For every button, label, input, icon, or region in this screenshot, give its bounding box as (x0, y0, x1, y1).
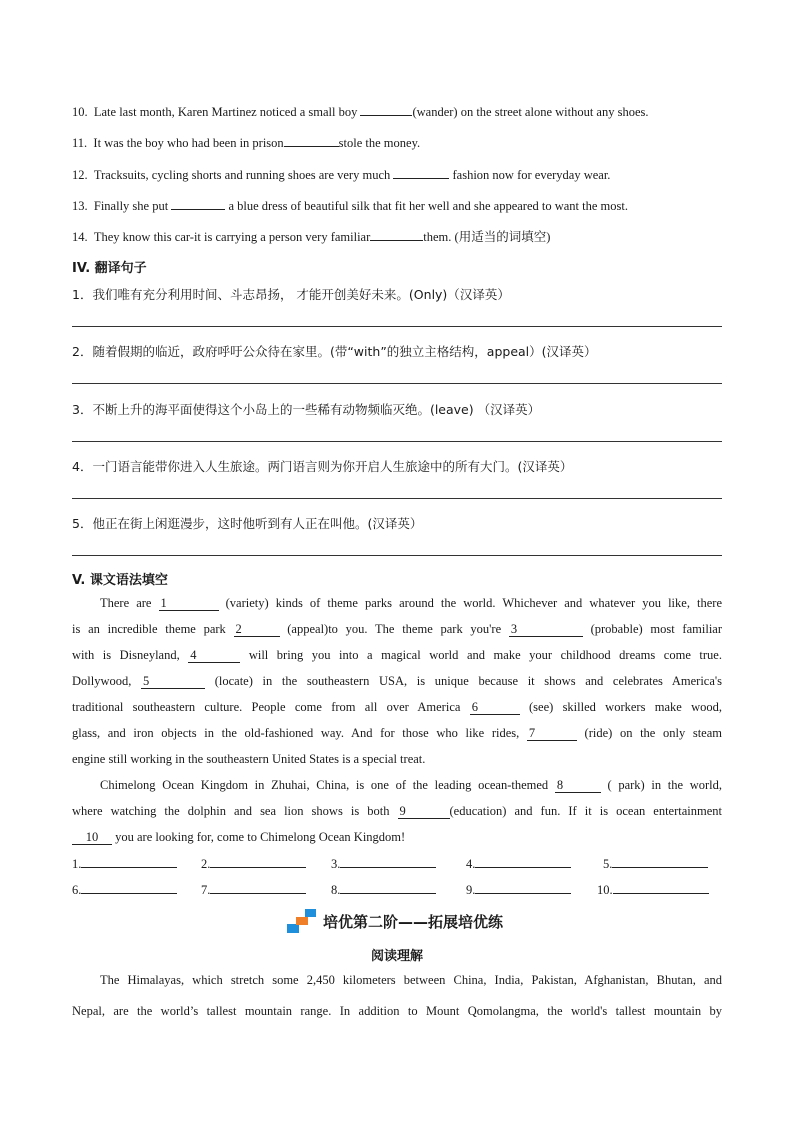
translation-item-5: 5．他正在街上闲逛漫步，这时他听到有人正在叫他。(汉译英） (72, 516, 423, 531)
answer-line-1[interactable] (72, 326, 722, 327)
answer-blank[interactable] (284, 134, 339, 147)
answer-slot-9[interactable]: 9. (466, 881, 571, 898)
answer-slot-5[interactable]: 5. (603, 855, 708, 872)
translation-item-1: 1．我们唯有充分利用时间、斗志昂扬， 才能开创美好未来。(Only)（汉译英） (72, 287, 510, 302)
passage-blank[interactable]: 1 (159, 597, 219, 611)
passage-blank[interactable]: 3 (509, 623, 583, 637)
answer-line-2[interactable] (72, 383, 722, 384)
grammar-item-14: 14. They know this car-it is carrying a person very familiar them. (用适当的词填空) (72, 230, 551, 244)
answer-blank[interactable] (393, 166, 449, 179)
passage-blank[interactable]: 8 (555, 779, 601, 793)
banner-title: 培优第二阶——拓展培优练 (323, 912, 504, 931)
passage-blank[interactable]: 4 (188, 649, 240, 663)
reading-title: 阅读理解 (370, 949, 423, 964)
answer-slot-2[interactable]: 2. (201, 855, 306, 872)
passage-line-last: 10 you are looking for, come to Chimelong Ocean Kingdom! (72, 829, 405, 845)
passage-blank[interactable]: 7 (527, 727, 577, 741)
passage-line: Chimelong Ocean Kingdom in Zhuhai, China, is one of the leading ocean-themed 8 ( park) in the world, (100, 778, 722, 792)
passage-line: Dollywood, 5 (locate) in the southeastern USA, is unique because it shows and celebrates America's (72, 674, 723, 688)
answer-line-3[interactable] (72, 441, 722, 442)
passage-line-last: engine still working in the southeastern United States is a special treat. (72, 752, 426, 766)
grammar-item-13: 13. Finally she put a blue dress of beautiful silk that fit her well and she appeared to want the most. (72, 199, 628, 213)
passage-line: with is Disneyland, 4 will bring you into a magical world and make your childhood dreams come true. (72, 648, 722, 662)
answer-slot-6[interactable]: 6. (72, 881, 177, 898)
passage-blank[interactable]: 5 (141, 675, 205, 689)
answer-slot-10[interactable]: 10. (597, 881, 709, 898)
section-banner (287, 908, 503, 934)
stairs-icon (287, 908, 317, 934)
passage-blank[interactable]: 9 (398, 805, 450, 819)
passage-blank[interactable]: 2 (234, 623, 280, 637)
answer-slot-1[interactable]: 1. (72, 855, 177, 872)
passage-line: glass, and iron objects in the old-fashioned way. And for those who like rides, 7 (ride) on the only steam (72, 726, 722, 740)
grammar-item-11: 11. It was the boy who had been in prison stole the money. (72, 136, 421, 150)
passage-blank[interactable]: 10 (72, 831, 112, 845)
translation-item-4: 4．一门语言能带你进入人生旅途。两门语言则为你开启人生旅途中的所有大门。(汉译英） (72, 459, 573, 474)
answer-blank[interactable] (370, 228, 423, 241)
grammar-item-12: 12. Tracksuits, cycling shorts and running shoes are very much fashion now for everyday wear. (72, 168, 611, 182)
passage-line: where watching the dolphin and sea lion shows is both 9 (education) and fun. If it is ocean entertainment (72, 804, 722, 818)
passage-line: is an incredible theme park 2 (appeal)to you. The theme park you're 3 (probable) most familiar (72, 622, 722, 636)
passage-blank[interactable]: 6 (470, 701, 520, 715)
passage-line: There are 1 (variety) kinds of theme parks around the world. Whichever and whatever you like, there (100, 596, 722, 610)
translation-item-2: 2．随着假期的临近，政府呼吁公众待在家里。(带“with”的独立主格结构，appeal）(汉译英） (72, 344, 597, 359)
answer-slot-3[interactable]: 3. (331, 855, 436, 872)
answer-line-4[interactable] (72, 498, 722, 499)
answer-blank[interactable] (171, 197, 225, 210)
answer-slot-7[interactable]: 7. (201, 881, 306, 898)
reading-line-2: Nepal, are the world’s tallest mountain range. In addition to Mount Qomolangma, the world's tallest mountain by (72, 1004, 722, 1018)
answer-line-5[interactable] (72, 555, 722, 556)
answer-blank[interactable] (360, 103, 412, 116)
answer-slot-8[interactable]: 8. (331, 881, 436, 898)
answer-slot-4[interactable]: 4. (466, 855, 571, 872)
grammar-item-10: 10. Late last month, Karen Martinez noticed a small boy (wander) on the street alone without any shoes. (72, 105, 649, 119)
passage-line: traditional southeastern culture. People come from all over America 6 (see) skilled workers make wood, (72, 700, 722, 714)
section-5-title: V. 课文语法填空 (72, 573, 168, 588)
reading-line-1: The Himalayas, which stretch some 2,450 kilometers between China, India, Pakistan, Afghanistan, Bhutan, and (100, 973, 722, 987)
translation-item-3: 3．不断上升的海平面使得这个小岛上的一些稀有动物频临灭绝。(leave) （汉译英） (72, 402, 541, 417)
section-4-title: IV. 翻译句子 (72, 261, 147, 276)
